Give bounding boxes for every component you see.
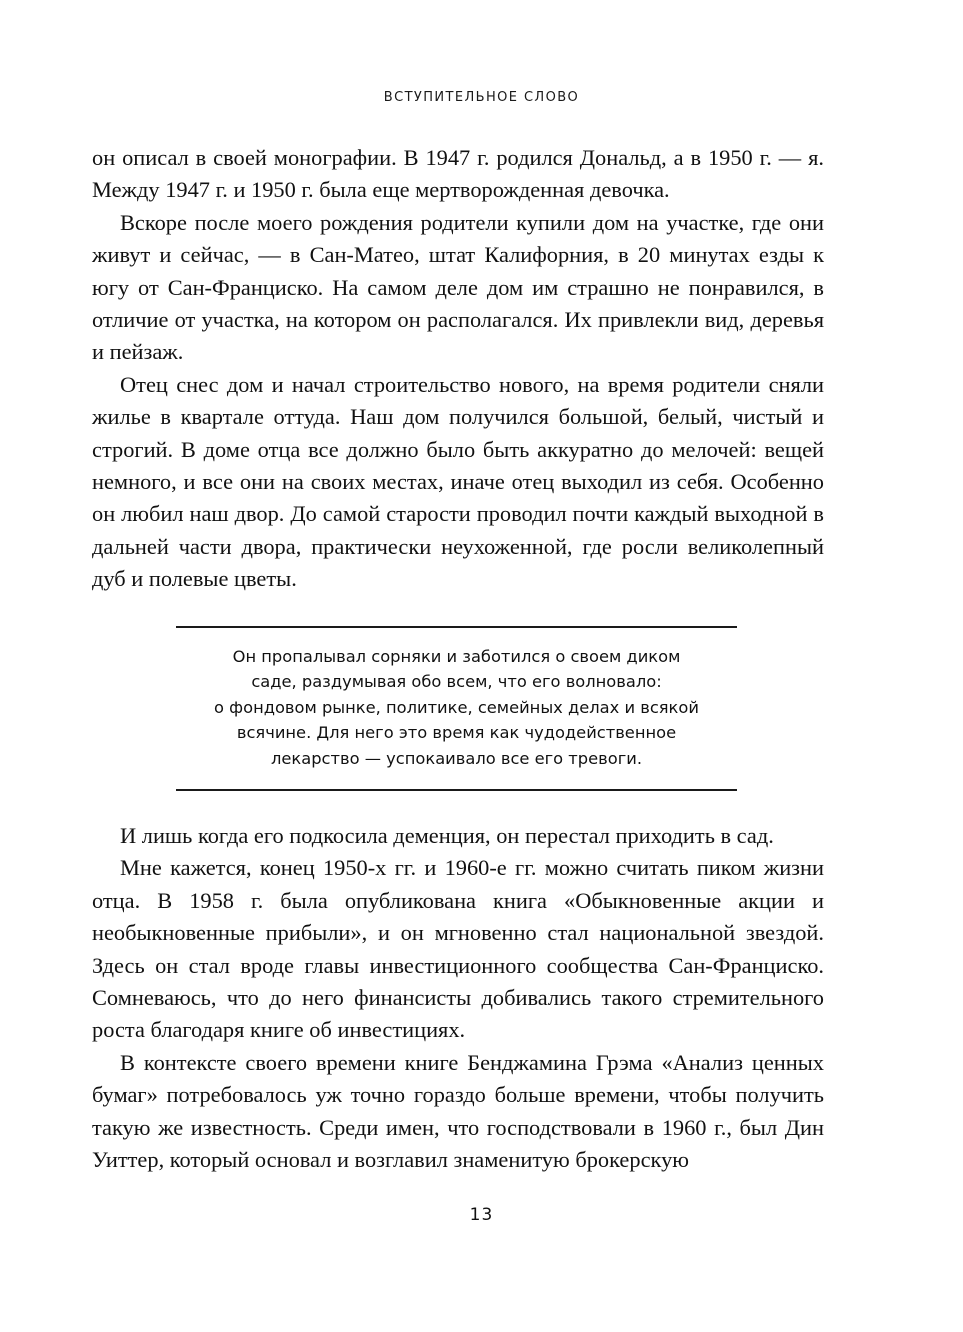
- page-number: 13: [469, 1205, 494, 1225]
- paragraph: В контексте своего времени книге Бенджамина Грэма «Анализ ценных бумаг» потребовалось уж точно гораздо больше времени, чтобы получить такую же известность. Среди имен, что господствовали в 1960 г., был Дин Уиттер, который основал и возглавил знаменитую брокерскую: [92, 1049, 824, 1173]
- pull-quote-line: о фондовом рынке, политике, семейных делах и всякой: [214, 697, 699, 717]
- pull-quote-line: всячине. Для него это время как чудодейственное: [236, 723, 677, 743]
- paragraph-continuation: он описал в своей монографии. В 1947 г. родился Дональд, а в 1950 г. — я. Между 1947 г. и 1950 г. была еще мертворожденная девочка.: [92, 145, 824, 203]
- body-text-bottom: [92, 820, 824, 1176]
- running-header: ВСТУПИТЕЛЬНОЕ СЛОВО: [383, 90, 580, 105]
- paragraph: Мне кажется, конец 1950-х гг. и 1960-е гг. можно считать пиком жизни отца. В 1958 г. была опубликована книга «Обыкновенные акции и необыкновенные прибыли», и он мгновенно стал национальной звездой. Здесь он стал вроде главы инвестиционного сообщества Сан-Франциско. Сомневаюсь, что до него финансисты добивались такого стремительного роста благодаря книге об инвестициях.: [92, 855, 824, 1043]
- paragraph: Вскоре после моего рождения родители купили дом на участке, где они живут и сейчас, — в Сан-Матео, штат Калифорния, в 20 минутах езды к югу от Сан-Франциско. На самом деле дом им страшно не понравился, в отличие от участка, на котором он располагался. Их привлекли вид, деревья и пейзаж.: [92, 209, 824, 365]
- pull-quote-line: Он пропалывал сорняки и заботился о своем диком: [232, 646, 681, 666]
- body-text-top: [92, 142, 824, 596]
- pull-quote-line: саде, раздумывая обо всем, что его волновало:: [251, 672, 662, 692]
- paragraph: И лишь когда его подкосила деменция, он перестал приходить в сад.: [120, 823, 774, 848]
- pull-quote-bottom-rule: [176, 789, 737, 791]
- paragraph: Отец снес дом и начал строительство нового, на время родители сняли жилье в квартале оттуда. Наш дом получился большой, белый, чистый и строгий. В доме отца все должно было быть аккуратно до мелочей: вещей немного, и все они на своих местах, иначе отец выходил из себя. Особенно он любил наш двор. До самой старости проводил почти каждый выходной в дальней части двора, практически неухоженной, где росли великолепный дуб и полевые цветы.: [92, 371, 824, 592]
- pull-quote-text: [176, 628, 737, 790]
- pull-quote: [176, 626, 737, 791]
- pull-quote-line: лекарство — успокаивало все его тревоги.: [270, 748, 643, 768]
